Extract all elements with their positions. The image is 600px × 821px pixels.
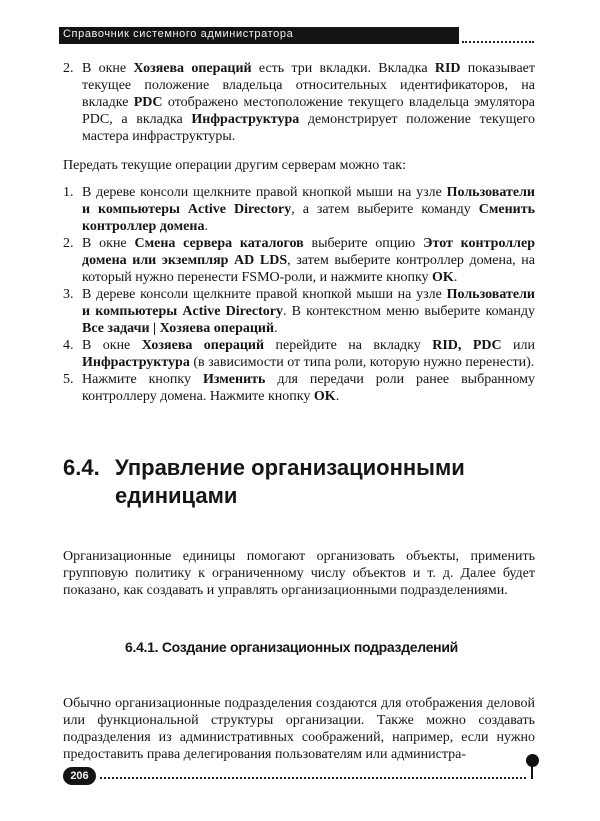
list-item-text: или (501, 338, 535, 353)
list-item-text: В дереве консоли щелкните правой кнопкой мыши на узле (82, 287, 447, 302)
bold-term: Хозяева операций (133, 61, 252, 76)
header-dotted-rule (462, 41, 534, 43)
list-item (63, 337, 535, 371)
list-item-text: перейдите на вкладку (264, 338, 433, 353)
first-step-list (63, 60, 535, 145)
subsection-title: Создание организационных подразделений (161, 639, 458, 655)
list-item-text: . (274, 321, 278, 336)
intro-paragraph: Передать текущие операции другим серверам можно так: (63, 158, 406, 173)
list-item-number: 4. (63, 338, 74, 353)
list-item (63, 184, 535, 235)
list-item-text: В окне (82, 236, 135, 251)
page-number: 206 (70, 770, 89, 782)
subsection-number: 6.4.1. (125, 639, 159, 655)
list-item (63, 235, 535, 286)
bold-term: Смена сервера каталогов (134, 236, 304, 251)
list-item-number: 5. (63, 372, 74, 387)
list-item-text: , а затем выберите команду (291, 202, 479, 217)
bold-term: Хозяева операций (141, 338, 265, 353)
page-number-badge (63, 767, 96, 785)
list-item-text: демонстрирует положение текущего мастера инфраструктуры. (82, 112, 535, 144)
list-item-text: , затем выберите контроллер домена, на который нужно перенести FSMO-роли, и нажмите кнопку (82, 253, 535, 285)
running-header (59, 27, 459, 44)
list-item-text: В окне (82, 338, 142, 353)
list-item (63, 286, 535, 337)
bold-term: Все задачи | Хозяева операций (82, 321, 275, 336)
list-item-text: . (453, 270, 458, 285)
section-heading (63, 454, 535, 510)
list-item-text: для передачи роли ранее выбранному контроллеру домена. Нажмите кнопку (82, 372, 536, 404)
bold-term: RID, PDC (432, 338, 502, 353)
transfer-steps-list (63, 184, 535, 405)
bold-term: PDC (133, 95, 163, 110)
list-item-text: выберите опцию (303, 236, 423, 251)
section-paragraph: Организационные единицы помогают организовать объекты, применить групповую политику к ограниченному числу объектов и т. д. Далее будет показано, как создавать и управлять организационными подразделениями. (63, 549, 535, 598)
list-item (63, 60, 535, 145)
running-header-title: Справочник системного администратора (63, 28, 294, 40)
subsection-heading (63, 639, 535, 656)
bold-term: OK (432, 270, 454, 285)
footer-marker-dot (526, 754, 539, 767)
list-item-text: В дереве консоли щелкните правой кнопкой мыши на узле (82, 185, 447, 200)
bold-term: Сменить контроллер домена (82, 202, 535, 234)
list-item-number: 2. (63, 61, 74, 76)
footer-marker-stem (531, 765, 533, 779)
section-title: Управление организационными единицами (115, 455, 465, 508)
bold-term: Пользователи и компьютеры Active Directory (82, 185, 535, 217)
bold-term: OK (313, 389, 336, 404)
bold-term: Пользователи и компьютеры Active Directory (82, 287, 535, 319)
list-item-text: (в зависимости от типа роли, которую нужно перенести). (189, 355, 535, 370)
bold-term: Этот контроллер домена или экземпляр AD LDS (82, 236, 535, 268)
list-item-text: В окне (82, 61, 134, 76)
list-item-text: Нажмите кнопку (82, 372, 203, 387)
list-item-text: . (204, 219, 208, 234)
subsection-paragraph: Обычно организационные подразделения создаются для отображения деловой или функциональной структуры организации. Также можно создавать подразделения из административных соображений, например, если нужно предоставить права делегирования пользователям или администра- (63, 696, 535, 762)
footer-dotted-rule (100, 777, 526, 779)
bold-term: Инфраструктура (191, 112, 300, 127)
list-item-text: . (335, 389, 340, 404)
list-item-number: 3. (63, 287, 74, 302)
list-item-text: . В контекстном меню выберите команду (282, 304, 535, 319)
list-item-text: отображено местоположение текущего владельца эмулятора PDC, а вкладка (82, 95, 535, 127)
section-number: 6.4. (63, 455, 100, 480)
bold-term: Инфраструктура (82, 355, 190, 370)
bold-term: Изменить (202, 372, 266, 387)
bold-term: RID (434, 61, 461, 76)
list-item-text: есть три вкладки. Вкладка (251, 61, 435, 76)
list-item-number: 2. (63, 236, 74, 251)
list-item (63, 371, 535, 405)
page-body (63, 60, 535, 763)
list-item-number: 1. (63, 185, 74, 200)
list-item-text: показывает текущее положение владельца относительных идентификаторов, на вкладке (82, 61, 535, 110)
